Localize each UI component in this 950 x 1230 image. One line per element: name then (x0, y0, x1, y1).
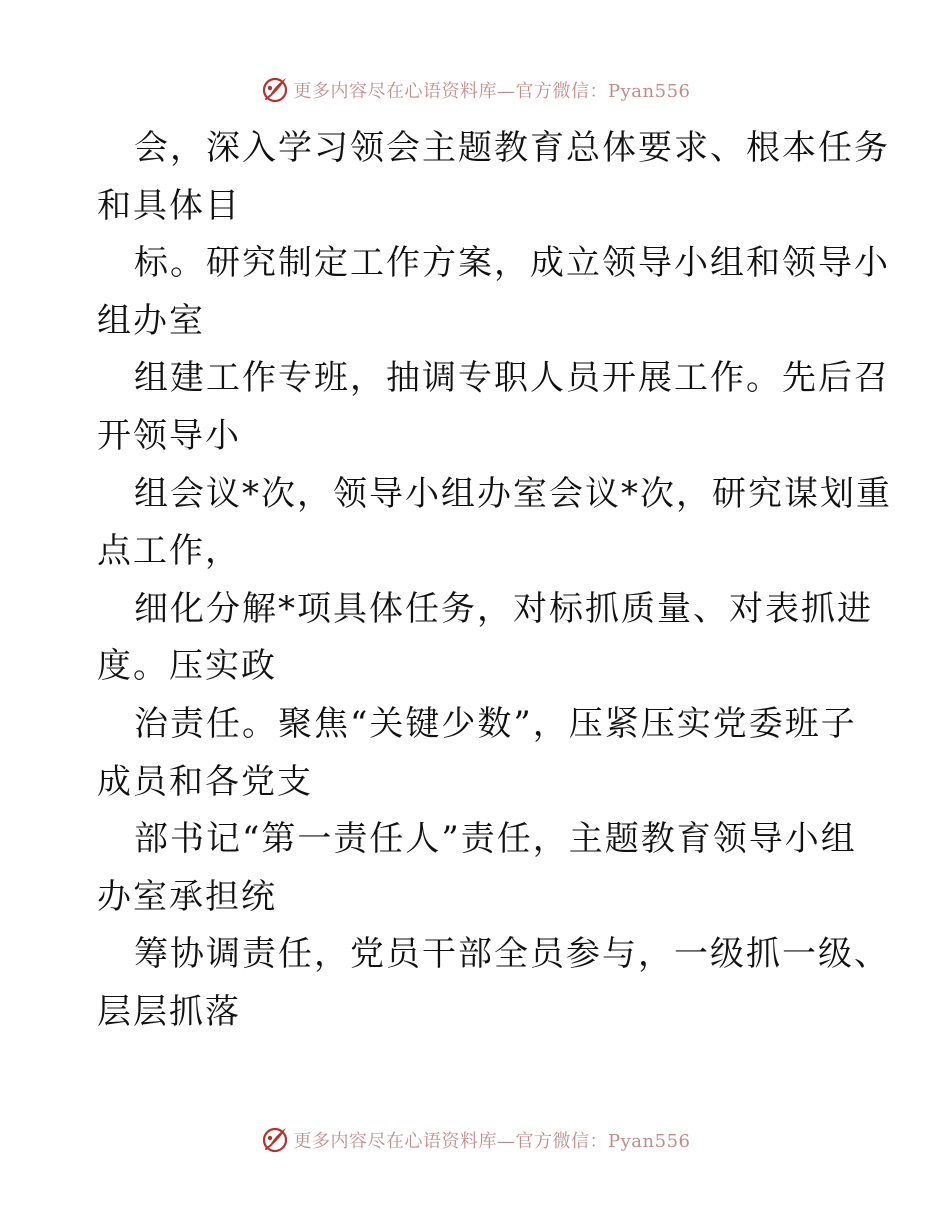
body-line: 筹协调责任，党员干部全员参与，一级抓一级、 (134, 934, 890, 975)
header-banner (0, 72, 950, 108)
quill-pen-logo-icon (260, 1125, 290, 1155)
body-line: 部书记“第一责任人”责任，主题教育领导小组 (134, 819, 857, 860)
footer-banner-text: 更多内容尽在心语资料库—官方微信：Pyan556 (293, 1131, 691, 1152)
body-line: 治责任。聚焦“关键少数”，压紧压实党委班子 (134, 703, 857, 744)
footer-banner (0, 1122, 950, 1158)
body-line: 标。研究制定工作方案，成立领导小组和领导小 (134, 243, 890, 284)
document-body (97, 120, 892, 1042)
body-line: 和具体目 (97, 185, 241, 226)
body-line: 度。压实政 (97, 646, 277, 687)
body-line: 会，深入学习领会主题教育总体要求、根本任务 (134, 128, 890, 168)
quill-pen-logo-icon (260, 75, 290, 105)
body-line: 成员和各党支 (97, 761, 313, 802)
body-line: 点工作， (97, 531, 241, 572)
body-line: 组办室 (97, 300, 205, 341)
body-line: 细化分解*项具体任务，对标抓质量、对表抓进 (134, 588, 873, 629)
body-line: 组会议*次，领导小组办室会议*次，研究谋划重 (134, 473, 892, 514)
body-line: 层层抓落 (97, 991, 241, 1032)
body-line: 组建工作专班，抽调专职人员开展工作。先后召 (134, 358, 890, 399)
header-banner-text: 更多内容尽在心语资料库—官方微信：Pyan556 (293, 81, 691, 102)
body-line: 开领导小 (97, 415, 241, 456)
body-line: 办室承担统 (97, 876, 277, 917)
